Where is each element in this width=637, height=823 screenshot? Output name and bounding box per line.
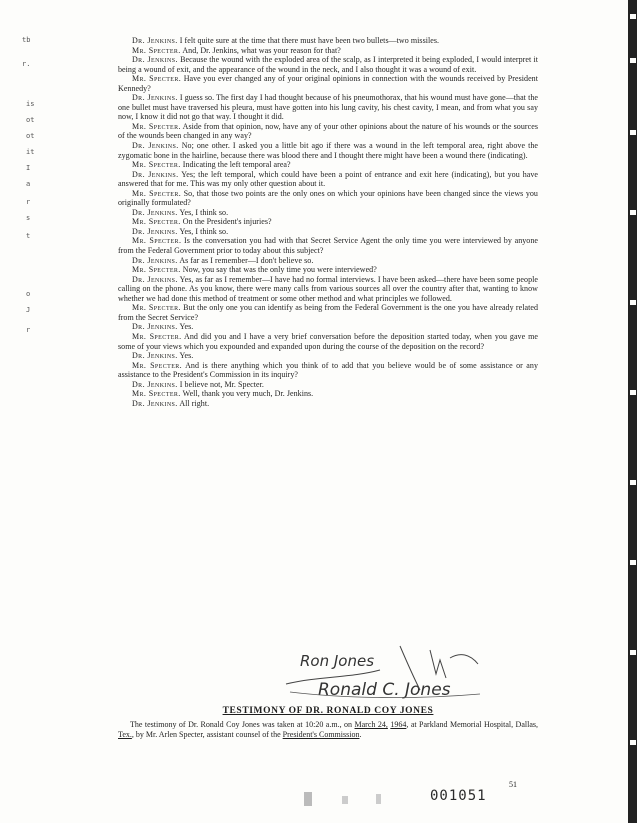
dialogue-text: Aside from that opinion, now, have any of your other opinions about the nature of his wounds or the sources of the wounds been changed in any way? (118, 121, 538, 141)
dialogue-text: So, that those two points are the only ones on which your opinions have been changed since the views you originally formulated? (118, 188, 538, 208)
speaker-name: Mr. Specter. (132, 74, 182, 84)
speaker-name: Dr. Jenkins. (132, 351, 178, 361)
dialogue-paragraph (118, 170, 538, 189)
speaker-name: Mr. Specter. (132, 331, 182, 341)
dialogue-paragraph (118, 217, 538, 227)
dialogue-paragraph (118, 256, 538, 266)
speaker-name: Mr. Specter. (132, 303, 181, 313)
dialogue-paragraph (118, 389, 538, 399)
stamp-number: 001051 (430, 788, 487, 804)
speaker-name: Dr. Jenkins. (132, 379, 178, 389)
margin-mark: r. (22, 60, 31, 68)
testimony-text-1: The testimony of Dr. Ronald Coy Jones was taken at 10:20 a.m., on (130, 720, 355, 729)
dialogue-text: Is the conversation you had with that Secret Service Agent the only time you were interviewed by anyone from the Federal Government prior to today about this subject? (118, 236, 538, 256)
dialogue-paragraph (118, 332, 538, 351)
dialogue-text: And, Dr. Jenkins, what was your reason for that? (182, 45, 341, 55)
speaker-name: Dr. Jenkins. (132, 274, 178, 284)
speaker-name: Mr. Specter. (132, 265, 181, 275)
dialogue-text: Yes; the left temporal, which could have been a point of entrance and exit here (indicating), but you have answered that for me. This was my only other question about it. (118, 169, 538, 189)
testimony-paragraph (118, 720, 538, 740)
testimony-text-2: , at Parkland Memorial Hospital, Dallas, (406, 720, 538, 729)
speaker-name: Mr. Specter. (132, 45, 181, 55)
speaker-name: Mr. Specter. (132, 360, 183, 370)
margin-mark: ot (26, 116, 35, 124)
speaker-name: Mr. Specter. (132, 217, 181, 227)
deposition-body (118, 36, 538, 408)
speaker-name: Dr. Jenkins. (132, 226, 178, 236)
dialogue-paragraph (118, 46, 538, 56)
dialogue-paragraph (118, 265, 538, 275)
speaker-name: Mr. Specter. (132, 389, 181, 399)
dialogue-paragraph (118, 227, 538, 237)
dialogue-text: Yes. (179, 351, 194, 361)
margin-mark: J (26, 306, 31, 314)
testimony-commission: President's Commission (282, 730, 360, 739)
dialogue-text: Now, you say that was the only time you were interviewed? (182, 265, 377, 275)
dialogue-paragraph (118, 303, 538, 322)
dialogue-text: Have you ever changed any of your original opinions in connection with the wounds received by President Kennedy? (118, 74, 538, 93)
margin-mark: is (26, 100, 35, 108)
dialogue-paragraph (118, 141, 538, 160)
dialogue-paragraph (118, 55, 538, 74)
dialogue-paragraph (118, 275, 538, 304)
dialogue-paragraph (118, 351, 538, 361)
testimony-state: Tex. (118, 730, 132, 739)
speaker-name: Dr. Jenkins. (132, 36, 178, 45)
margin-mark: it (26, 148, 35, 156)
dialogue-text: But the only one you can identify as being from the Federal Government is the one you have already related from the Secret Service? (118, 303, 538, 322)
archive-stamp (302, 788, 487, 808)
dialogue-text: Indicating the left temporal area? (182, 160, 291, 170)
testimony-date-1: March 24, (354, 720, 388, 729)
dialogue-paragraph (118, 122, 538, 141)
speaker-name: Dr. Jenkins. (132, 398, 178, 408)
dialogue-text: Yes, I think so. (179, 207, 229, 217)
handwritten-signature-1: Ron Jones (300, 652, 375, 670)
dialogue-text: Yes, as far as I remember—I have had no formal interviews. I have been asked—there have been some people calling on the phone. As you know, there were many calls from various sources all over the country after that, wanting to know whether we had done this method of treatment or some other method and what principles we followed. (118, 274, 538, 303)
speaker-name: Mr. Specter. (132, 188, 182, 198)
speaker-name: Dr. Jenkins. (132, 255, 178, 265)
dialogue-text: I felt quite sure at the time that there must have been two bullets—two missiles. (179, 36, 440, 45)
dialogue-paragraph (118, 160, 538, 170)
dialogue-paragraph (118, 361, 538, 380)
margin-mark: ot (26, 132, 35, 140)
dialogue-text: No; one other. I asked you a little bit ago if there was a wound in the left temporal area, right above the zygomatic bone in the hairline, because there was blood there and I thought there might have been a wound there (indicating). (118, 141, 538, 160)
speaker-name: Mr. Specter. (132, 160, 181, 170)
dialogue-text: Yes. (179, 322, 194, 332)
margin-mark: a (26, 180, 31, 188)
margin-mark: I (26, 164, 31, 172)
handwritten-signature-2: Ronald C. Jones (318, 680, 451, 700)
section-title-text: TESTIMONY OF DR. RONALD COY JONES (222, 706, 434, 716)
dialogue-paragraph (118, 208, 538, 218)
margin-mark: tb (22, 36, 31, 44)
testimony-date-2: 1964 (390, 720, 407, 729)
signature-scribble (280, 640, 510, 710)
section-title (118, 706, 538, 716)
dialogue-text: Because the wound with the exploded area of the scalp, as I interpreted it being exploded, I would interpret it being a wound of exit, and the appearance of the wound in the neck, and I also thought it was a wound of exit. (118, 55, 538, 74)
dialogue-text: And is there anything which you think of to add that you believe would be of some assistance or any assistance to the President's Commission in its inquiry? (118, 360, 538, 380)
speaker-name: Dr. Jenkins. (132, 322, 178, 332)
page-number: 51 (509, 780, 517, 789)
left-margin-marks (0, 0, 60, 823)
margin-mark: t (26, 232, 31, 240)
speaker-name: Mr. Specter. (132, 236, 182, 246)
speaker-name: Dr. Jenkins. (132, 207, 178, 217)
right-edge-scan-strip (628, 0, 637, 823)
testimony-text-4: . (359, 730, 362, 739)
dialogue-paragraph (118, 380, 538, 390)
speaker-name: Mr. Specter. (132, 121, 181, 131)
dialogue-paragraph (118, 322, 538, 332)
dialogue-paragraph (118, 93, 538, 122)
dialogue-text: On the President's injuries? (182, 217, 272, 227)
margin-mark: r (26, 326, 31, 334)
margin-mark: s (26, 214, 31, 222)
dialogue-paragraph (118, 189, 538, 208)
dialogue-text: Yes, I think so. (179, 226, 229, 236)
speaker-name: Dr. Jenkins. (132, 55, 178, 65)
dialogue-paragraph (118, 399, 538, 409)
dialogue-text: I guess so. The first day I had thought because of his pneumothorax, that his wound must have gone—that the one bullet must have traversed his pleura, must have gotten into his lung cavity, his chest cavity, I mean, and from what you say now, I know it did not go that way. I thought it did. (118, 93, 538, 122)
dialogue-text: As far as I remember—I don't believe so. (179, 255, 314, 265)
testimony-intro (118, 720, 538, 740)
dialogue-paragraph (118, 74, 538, 93)
dialogue-paragraph (118, 236, 538, 255)
speaker-name: Dr. Jenkins. (132, 141, 179, 151)
dialogue-paragraph (118, 36, 538, 46)
dialogue-text: And did you and I have a very brief conversation before the deposition started today, when you gave me some of your views which you expounded and expanded upon during the course of the deposition on the record? (118, 331, 538, 351)
testimony-text-3: , by Mr. Arlen Specter, assistant counsel of the (131, 730, 283, 739)
dialogue-text: All right. (179, 398, 210, 408)
dialogue-text: Well, thank you very much, Dr. Jenkins. (182, 389, 314, 399)
margin-mark: o (26, 290, 31, 298)
speaker-name: Dr. Jenkins. (132, 93, 178, 103)
speaker-name: Dr. Jenkins. (132, 169, 179, 179)
margin-mark: r (26, 198, 31, 206)
dialogue-text: I believe not, Mr. Specter. (179, 379, 264, 389)
stamp-smudge (302, 788, 422, 808)
